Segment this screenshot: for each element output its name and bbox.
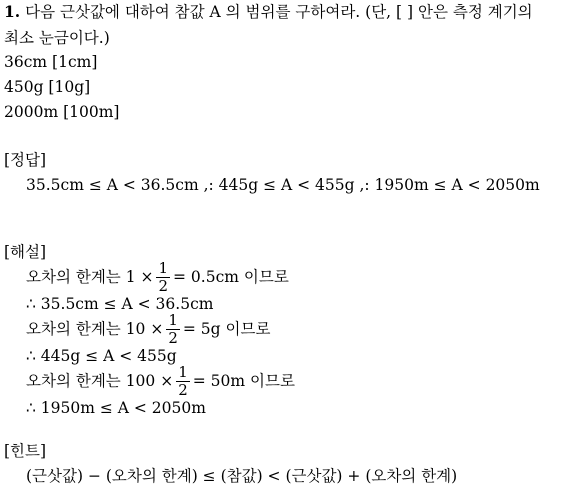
answer-text: 35.5cm ≤ A < 36.5cm ,: 445g ≤ A < 455g ,: 1950m ≤ A < 2050m — [26, 176, 540, 194]
step-5-pre: 오차의 한계는 100 × — [26, 372, 174, 390]
problem-statement-line2: 최소 눈금이다.) — [4, 29, 110, 47]
explanation-heading: [해설] — [4, 243, 47, 261]
explanation-step-6: ∴ 1950m ≤ A < 2050m — [26, 399, 206, 417]
fraction-one-half: $\frac{1}{2}$ — [168, 310, 178, 347]
explanation-step-5 — [26, 364, 295, 400]
explanation-step-1 — [26, 260, 289, 296]
problem-item-1: 36cm [1cm] — [4, 53, 98, 71]
problem-number: 1. — [4, 2, 21, 21]
explanation-step-4: ∴ 445g ≤ A < 455g — [26, 347, 177, 365]
fraction-one-half: $\frac{1}{2}$ — [178, 362, 188, 399]
step-3-pre: 오차의 한계는 10 × — [26, 320, 164, 338]
step-3-post: = 5g 이므로 — [182, 320, 271, 338]
problem-text: 다음 근삿값에 대하여 참값 A 의 범위를 구하여라. (단, [ ] 안은 측정 계기의 — [25, 3, 533, 21]
answer-heading: [정답] — [4, 151, 47, 169]
step-1-post: = 0.5cm 이므로 — [173, 268, 289, 286]
step-5-post: = 50m 이므로 — [192, 372, 295, 390]
problem-statement-line1 — [4, 2, 533, 22]
hint-text: (근삿값) − (오차의 한계) ≤ (참값) < (근삿값) + (오차의 한계) — [26, 467, 458, 485]
fraction-one-half: $\frac{1}{2}$ — [158, 258, 169, 295]
explanation-step-2: ∴ 35.5cm ≤ A < 36.5cm — [26, 295, 214, 313]
problem-item-2: 450g [10g] — [4, 78, 91, 96]
step-1-pre: 오차의 한계는 1 × — [26, 268, 154, 286]
explanation-step-3 — [26, 312, 270, 348]
hint-heading: [힌트] — [4, 442, 47, 460]
problem-item-3: 2000m [100m] — [4, 103, 120, 121]
